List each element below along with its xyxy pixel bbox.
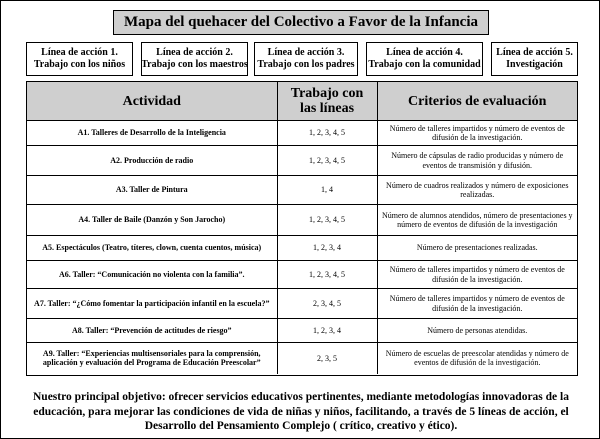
criteria-cell: Número de personas atendidas. [377, 319, 577, 343]
lines-cell: 1, 2, 3, 4 [277, 236, 377, 261]
lines-cell: 1, 2, 3, 4, 5 [277, 205, 377, 236]
criteria-cell: Número de talleres impartidos y número de eventos de difusión de la investigación. [377, 289, 577, 319]
header-lines [277, 82, 377, 121]
table-row [27, 236, 577, 261]
activities-table-box [26, 81, 578, 376]
criteria-cell: Número de presentaciones realizadas. [377, 236, 577, 261]
criteria-cell: Número de cápsulas de radio producidas y número de eventos de transmisión y difusión. [377, 146, 577, 176]
header-activity: Actividad [27, 82, 277, 121]
action-line-4-number: Línea de acción 4. [386, 47, 463, 58]
header-lines-line2: las líneas [299, 101, 355, 116]
criteria-cell: Número de alumnos atendidos, número de presentaciones y número de eventos de difusión de la investigación [377, 205, 577, 236]
criteria-cell: Número de talleres impartidos y número de eventos de difusión de la investigación. [377, 121, 577, 146]
action-line-2-number: Línea de acción 2. [156, 47, 233, 58]
table-row [27, 261, 577, 289]
lines-cell: 1, 2, 3, 4, 5 [277, 261, 377, 289]
header-criteria: Criterios de evaluación [377, 82, 577, 121]
header-lines-line1: Trabajo con [290, 86, 364, 101]
activity-cell: A1. Talleres de Desarrollo de la Inteligencia [27, 121, 277, 146]
activity-cell: A4. Taller de Baile (Danzón y Son Jarocho) [27, 205, 277, 236]
activity-cell: A9. Taller: “Experiencias multisensoriales para la comprensión, aplicación y evaluación del Programa de Educación Preescolar” [27, 343, 277, 374]
document-title: Mapa del quehacer del Colectivo a Favor de la Infancia [113, 10, 489, 35]
criteria-cell: Número de talleres impartidos y número de eventos de difusión de la investigación. [377, 261, 577, 289]
table-row [27, 176, 577, 205]
activity-cell: A5. Espectáculos (Teatro, títeres, clown, cuenta cuentos, música) [27, 236, 277, 261]
action-line-4-box [366, 42, 483, 76]
criteria-cell: Número de escuelas de preescolar atendidas y número de eventos de difusión de la investigación. [385, 348, 569, 368]
activity-cell: A8. Taller: “Prevención de actitudes de riesgo” [27, 319, 277, 343]
action-line-5-box [491, 42, 578, 76]
action-line-1-name: Trabajo con los niños [33, 59, 126, 70]
lines-cell: 2, 3, 4, 5 [277, 289, 377, 319]
criteria-cell: Número de cuadros realizados y número de exposiciones realizadas. [377, 176, 577, 205]
action-line-1-number: Línea de acción 1. [41, 47, 118, 58]
action-line-2-name: Trabajo con los maestros [141, 59, 248, 70]
action-line-3-number: Línea de acción 3. [267, 47, 345, 58]
table-row [27, 289, 577, 319]
lines-cell: 1, 2, 3, 4 [277, 319, 377, 343]
action-line-3-box [254, 42, 358, 76]
action-line-3-name: Trabajo con los padres [257, 59, 355, 70]
table-row [27, 319, 577, 343]
activity-cell: A3. Taller de Pintura [27, 176, 277, 205]
table-row [27, 121, 577, 146]
action-line-5-number: Línea de acción 5. [496, 47, 573, 58]
action-line-5-name: Investigación [506, 59, 563, 70]
action-line-4-name: Trabajo con la comunidad [368, 59, 481, 70]
table-row [27, 205, 577, 236]
lines-cell: 1, 4 [277, 176, 377, 205]
activity-cell: A2. Producción de radio [27, 146, 277, 176]
main-objective-text: Nuestro principal objetivo: ofrecer servicios educativos pertinentes, mediante metodologías innovadoras de la educación, para mejorar las condiciones de vida de niñas y niños, facilitando, a través de 5 líneas de acción, el Desarrollo del Pensamiento Complejo ( crítico, creativo y ético). [33, 391, 569, 432]
activity-cell: A6. Taller: “Comunicación no violenta con la familia”. [27, 261, 277, 289]
table-row [27, 146, 577, 176]
lines-cell: 2, 3, 5 [277, 343, 377, 374]
action-line-1-box [26, 42, 133, 76]
lines-cell: 1, 2, 3, 4, 5 [277, 146, 377, 176]
table-header-row [27, 82, 577, 121]
activity-cell: A7. Taller: “¿Cómo fomentar la participación infantil en la escuela?” [27, 289, 277, 319]
action-line-2-box [141, 42, 248, 76]
activities-table [27, 82, 577, 374]
lines-cell: 1, 2, 3, 4, 5 [277, 121, 377, 146]
table-row [27, 343, 577, 374]
